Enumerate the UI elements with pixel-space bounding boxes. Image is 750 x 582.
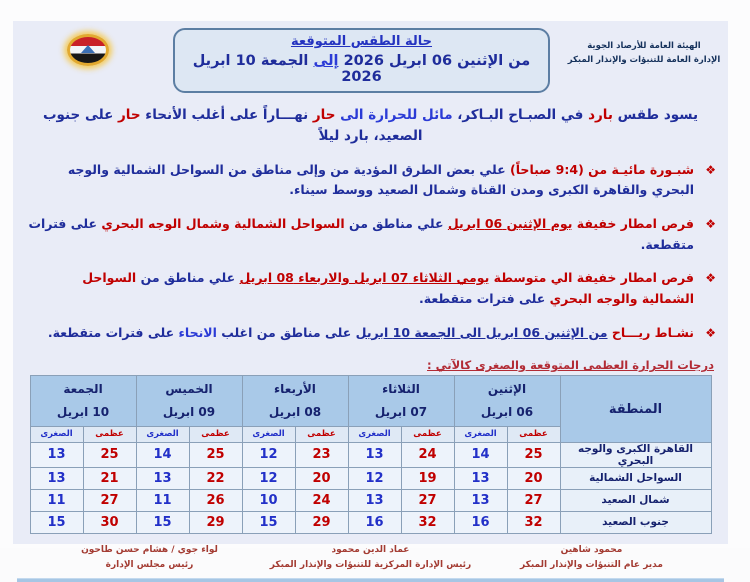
temp-max-cell: 29	[189, 511, 242, 533]
day-name: الأربعاء	[274, 382, 316, 397]
min-label: الصغرى	[454, 426, 507, 442]
fog-phrase: شبـورة مائيـة من (9:4 صباحاً)	[505, 161, 694, 177]
title-box	[173, 28, 550, 93]
bullet-rain-monday	[27, 214, 716, 255]
temp-max-cell: 25	[507, 442, 560, 467]
temp-min-cell: 10	[242, 489, 295, 511]
rain-phrase: فرص امطار خفيفة الي متوسطة	[489, 270, 694, 286]
intro-text: في الصبـاح البـاكر،	[452, 107, 589, 123]
day-header-friday	[30, 376, 136, 427]
day-name: الجمعة	[63, 382, 103, 397]
diamond-bullet-icon: ❖	[705, 162, 716, 177]
org-department: الإدارة العامة للتنبؤات والإنذار المبكر	[567, 54, 721, 65]
intro-hot: حار	[312, 107, 336, 123]
day-name: الخميس	[165, 382, 213, 397]
rain-areas: السواحل الشمالية وشمال الوجه البحري	[101, 216, 345, 232]
rain-text: علي مناطق من	[344, 216, 448, 232]
temp-max-cell: 26	[189, 489, 242, 511]
temp-max-cell: 25	[189, 442, 242, 467]
day-header-tuesday	[348, 376, 454, 427]
day-date: 10 ابريل	[56, 405, 110, 420]
temp-min-cell: 15	[30, 511, 83, 533]
min-label: الصغرى	[242, 426, 295, 442]
max-label: عظمى	[507, 426, 560, 442]
temp-max-cell: 24	[295, 489, 348, 511]
wind-dates: من الإثنين 06 ابريل الى الجمعة 10 ابريل	[355, 324, 608, 340]
temp-min-cell: 13	[454, 489, 507, 511]
region-cell: القاهرة الكبرى والوجه البحري	[560, 442, 711, 467]
rain-text: على فترات متقطعة.	[28, 216, 694, 252]
page-title: حالة الطقس المتوقعة	[290, 34, 433, 49]
max-label: عظمى	[295, 426, 348, 442]
temp-min-cell: 13	[136, 467, 189, 489]
wind-text: على فترات متقطعة.	[47, 324, 179, 340]
wind-areas: الانحاء	[178, 324, 217, 340]
min-label: الصغرى	[30, 426, 83, 442]
day-date: 06 ابريل	[480, 405, 534, 420]
meteorology-logo-icon	[67, 34, 109, 66]
max-label: عظمى	[83, 426, 136, 442]
temp-max-cell: 25	[83, 442, 136, 467]
region-cell: السواحل الشمالية	[560, 467, 711, 489]
date-from: من الإثنين 06 ابريل 2026	[338, 53, 531, 69]
temp-max-cell: 27	[83, 489, 136, 511]
rain-phrase: فرص امطار خفيفة	[572, 216, 694, 232]
temp-min-cell: 15	[242, 511, 295, 533]
bullet-rain-tue-wed	[27, 268, 716, 309]
temp-min-cell: 11	[30, 489, 83, 511]
temp-min-cell: 16	[454, 511, 507, 533]
intro-text: على جنوب الصعيد، بارد ليلاً	[42, 107, 423, 144]
wind-text: على مناطق من اغلب	[216, 324, 356, 340]
bulletin-document	[13, 21, 728, 571]
day-date: 09 ابريل	[162, 405, 216, 420]
signature-name: لواء جوي / هشام حسن طاحون	[81, 544, 218, 555]
table-row	[30, 511, 711, 533]
intro-text: يسود طقس	[612, 107, 699, 123]
temp-min-cell: 12	[242, 442, 295, 467]
temp-max-cell: 23	[295, 442, 348, 467]
temp-max-cell: 22	[189, 467, 242, 489]
table-row	[30, 467, 711, 489]
date-to-word: إلى	[313, 53, 339, 69]
day-header-thursday	[136, 376, 242, 427]
rain-text: على فترات متقطعة.	[418, 290, 550, 306]
temp-min-cell: 13	[348, 442, 401, 467]
temp-min-cell: 13	[454, 467, 507, 489]
temp-min-cell: 14	[454, 442, 507, 467]
table-row	[30, 489, 711, 511]
temp-max-cell: 20	[295, 467, 348, 489]
day-date: 08 ابريل	[268, 405, 322, 420]
wind-phrase: نشـاط ريـــاح	[607, 324, 694, 340]
temp-min-cell: 16	[348, 511, 401, 533]
diamond-bullet-icon: ❖	[705, 217, 716, 232]
organization-block	[560, 40, 728, 67]
signature-name: محمود شاهين	[560, 544, 623, 555]
intro-paragraph	[35, 105, 706, 147]
temp-min-cell: 12	[348, 467, 401, 489]
day-name: الثلاثاء	[382, 382, 420, 397]
org-name: الهيئة العامة للأرصاد الجوية	[587, 41, 701, 51]
day-date: 07 ابريل	[374, 405, 428, 420]
temp-min-cell: 15	[136, 511, 189, 533]
day-header-monday	[454, 376, 560, 427]
temp-max-cell: 32	[401, 511, 454, 533]
footer-divider	[17, 578, 724, 582]
temp-min-cell: 13	[348, 489, 401, 511]
max-label: عظمى	[401, 426, 454, 442]
rain-date: يوم الإثنين 06 ابريل	[447, 216, 573, 232]
signature-title: رئيس الإدارة المركزية للتنبؤات والإنذار المبكر	[269, 560, 472, 571]
temp-min-cell: 14	[136, 442, 189, 467]
temp-max-cell: 20	[507, 467, 560, 489]
temperatures-table	[30, 375, 712, 534]
diamond-bullet-icon: ❖	[705, 271, 716, 286]
day-header-row	[30, 376, 711, 427]
bullet-wind	[27, 323, 716, 344]
forecast-date-range	[181, 53, 542, 85]
logo-container	[13, 28, 163, 66]
signature-title: رئيس مجلس الإدارة	[105, 560, 194, 571]
intro-cold: بارد	[588, 107, 613, 123]
intro-text: نهـــاراً على أغلب الأنحاء	[140, 107, 313, 123]
temp-max-cell: 30	[83, 511, 136, 533]
diamond-bullet-icon: ❖	[705, 325, 716, 340]
temp-min-cell: 13	[30, 442, 83, 467]
rain-dates: يومي الثلاثاء 07 ابريل والاربعاء 08 ابريل	[239, 270, 490, 286]
min-label: الصغرى	[136, 426, 189, 442]
fog-areas: علي بعض الطرق المؤدية من وإلى مناطق من السواحل الشمالية والوجه البحري والقاهرة الكبرى ومدن القناة وشمال الصعيد ووسط سيناء.	[67, 161, 694, 198]
region-column-header: المنطقة	[560, 376, 711, 443]
signature-block	[39, 543, 260, 574]
temp-min-cell: 13	[30, 467, 83, 489]
date-rest: الجمعة 10 ابريل 2026	[192, 53, 382, 85]
rain-text: علي مناطق من	[136, 270, 240, 286]
temp-max-cell: 24	[401, 442, 454, 467]
max-label: عظمى	[189, 426, 242, 442]
temp-max-cell: 27	[401, 489, 454, 511]
temperatures-heading: درجات الحرارة العظمى المتوقعة والصغرى كالآتي :	[427, 358, 714, 373]
min-label: الصغرى	[348, 426, 401, 442]
signature-block	[260, 543, 481, 574]
header	[13, 21, 728, 93]
signature-block	[481, 543, 702, 574]
signature-title: مدير عام التنبؤات والإنذار المبكر	[520, 560, 663, 571]
temp-max-cell: 32	[507, 511, 560, 533]
temp-min-cell: 12	[242, 467, 295, 489]
intro-hot: حار	[118, 107, 141, 123]
region-cell: شمال الصعيد	[560, 489, 711, 511]
temp-max-cell: 21	[83, 467, 136, 489]
table-row	[30, 442, 711, 467]
temp-max-cell: 29	[295, 511, 348, 533]
region-cell: جنوب الصعيد	[560, 511, 711, 533]
day-name: الإثنين	[487, 382, 527, 397]
temp-max-cell: 19	[401, 467, 454, 489]
rain-areas: السواحل الشمالية والوجه البحري	[82, 270, 694, 306]
intro-warming: مائل للحرارة الى	[335, 107, 453, 123]
bullet-fog	[27, 160, 716, 201]
temp-min-cell: 11	[136, 489, 189, 511]
signature-name: عماد الدين محمود	[331, 544, 410, 555]
footer-signatures	[39, 543, 702, 574]
temp-max-cell: 27	[507, 489, 560, 511]
day-header-wednesday	[242, 376, 348, 427]
